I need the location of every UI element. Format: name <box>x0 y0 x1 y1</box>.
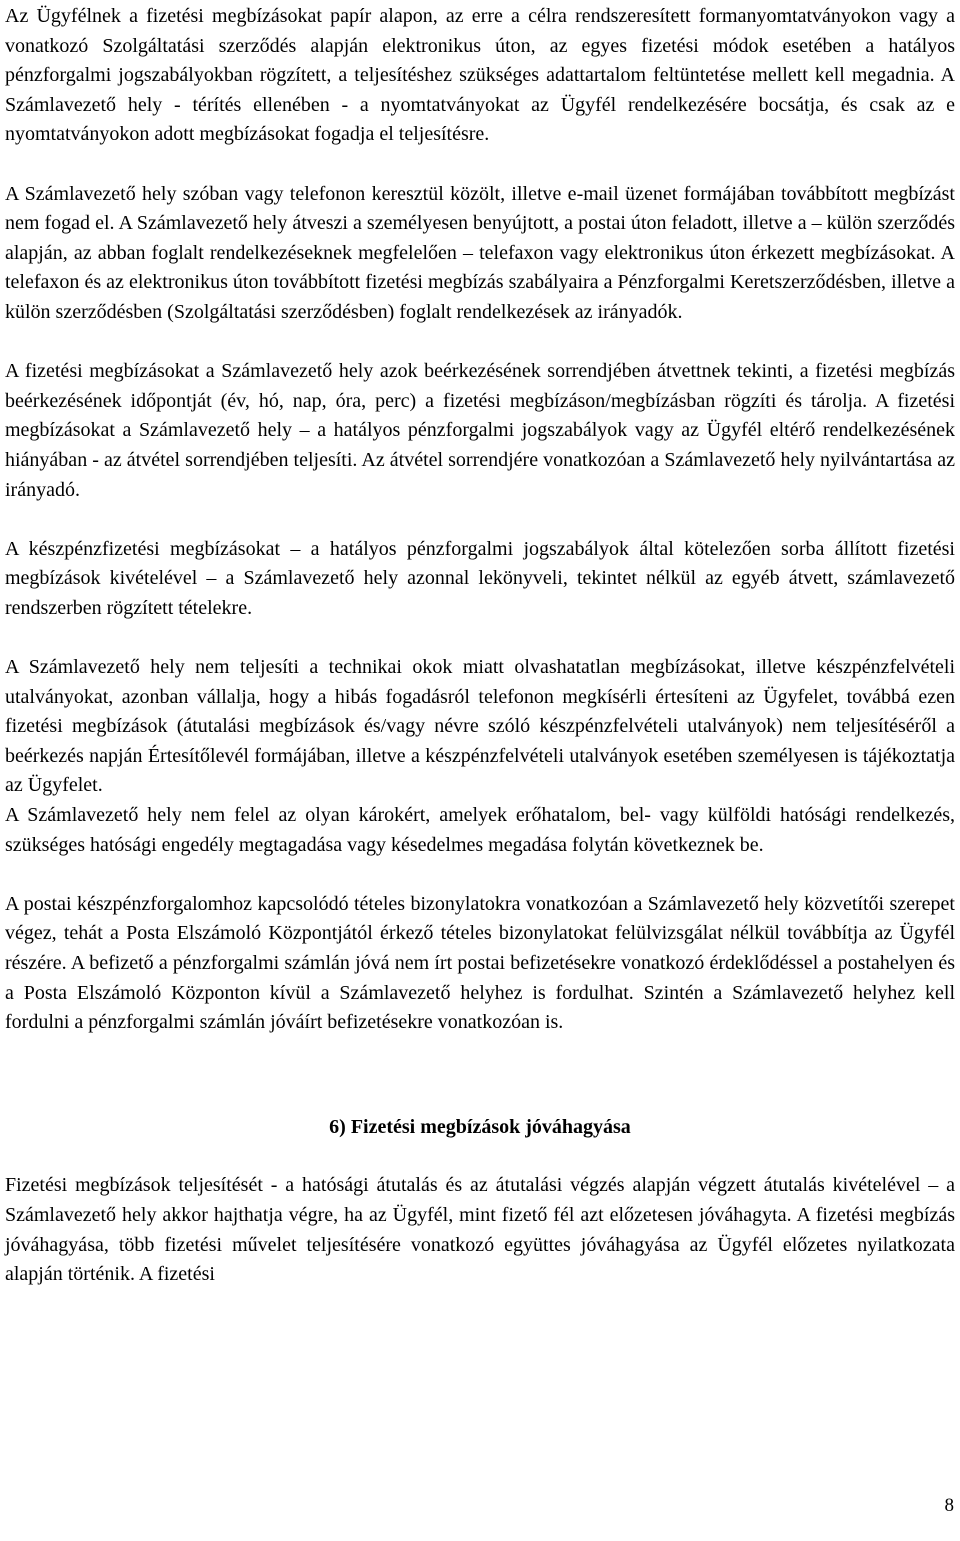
section-heading-wrap <box>5 1113 955 1143</box>
paragraph-oral-orders: A Számlavezető hely szóban vagy telefonon keresztül közölt, illetve e-mail üzenet formájában továbbított megbízást nem fogad el. A Számlavezető hely átveszi a személyesen benyújtott, a postai úton feladott, illetve a – külön szerződés alapján, az abban foglalt rendelkezéseknek megfelelően – telefaxon vagy elektronikus úton érkezett megbízásokat. A telefaxon és az elektronikus úton továbbított fizetési megbízás szabályaira a Pénzforgalmi Keretszerződésben, illetve a külön szerződésben (Szolgáltatási szerződésben) foglalt rendelkezések az irányadók. <box>5 182 955 323</box>
paragraph-illegible-orders: A Számlavezető hely nem teljesíti a technikai okok miatt olvashatatlan megbízásokat, illetve készpénzfelvételi utalványokat, azonban vállalja, hogy a hibás fogadásról telefonon megkísérli értesíteni az Ügyfelet, továbbá ezen fizetési megbízások (átutalási megbízások és/vagy névre szóló készpénzfelvételi utalványok) nem teljesítéséről a beérkezés napján Értesítőlevél formájában, illetve a készpénzfelvételi utalványok esetében személyesen is tájékoztatja az Ügyfelet. <box>5 656 955 797</box>
paragraph-order-sequence: A fizetési megbízásokat a Számlavezető hely azok beérkezésének sorrendjében átvettnek tekinti, a fizetési megbízás beérkezésének időpontját (év, hó, nap, óra, perc) a fizetési megbízáson/megbízásban rögzíti és tárolja. A fizetési megbízásokat a Számlavezető hely – a hatályos pénzforgalmi jogszabályok vagy az Ügyfél eltérő rendelkezésének hiányában - az átvétel sorrendjében teljesíti. Az átvétel sorrendjére vonatkozóan a Számlavezető hely nyilvántartása az irányadó. <box>5 360 955 501</box>
paragraph-postal-cash: A postai készpénzforgalomhoz kapcsolódó tételes bizonylatokra vonatkozóan a Számlavezető hely közvetítői szerepet végez, tehát a Posta Elszámoló Központjától érkező tételes bizonylatokat felülvizsgálat nélkül továbbítja az Ügyfél részére. A befizető a pénzforgalmi számlán jóvá nem írt postai befizetésekre vonatkozó érdeklődéssel a postahelyen és a Posta Elszámoló Központon kívül a Számlavezető helyhez is fordulhat. Szintén a Számlavezető helyhez kell fordulni a pénzforgalmi számlán jóváírt befizetésekre vonatkozóan is. <box>5 892 955 1034</box>
paragraph-cash-payment: A készpénzfizetési megbízásokat – a hatályos pénzforgalmi jogszabályok által kötelezően sorba állított fizetési megbízások kivételével – a Számlavezető hely azonnal lekönyveli, tekintet nélkül az egyéb átvett, számlavezető rendszerben rögzített tételekre. <box>5 537 955 619</box>
section-heading: 6) Fizetési megbízások jóváhagyása <box>329 1115 631 1138</box>
document-page <box>5 2 955 1290</box>
paragraph-liability: A Számlavezető hely nem felel az olyan károkért, amelyek erőhatalom, bel- vagy külföldi hatósági rendelkezés, szükséges hatósági engedély megtagadása vagy késedelmes megadása folytán következnek be. <box>5 804 955 856</box>
paragraph-submission-forms: Az Ügyfélnek a fizetési megbízásokat papír alapon, az erre a célra rendszeresített formanyomtatványokon vagy a vonatkozó Szolgáltatási szerződés alapján elektronikus úton, az egyes fizetési módok esetében a hatályos pénzforgalmi jogszabályokban rögzített, a teljesítéshez szükséges adattartalom feltüntetése mellett kell megadnia. A Számlavezető hely - térítés ellenében - a nyomtatványokat az Ügyfél rendelkezésére bocsátja, és csak az e nyomtatványokon adott megbízásokat fogadja el teljesítésre. <box>5 5 955 146</box>
paragraph-approval: Fizetési megbízások teljesítését - a hatósági átutalás és az átutalási végzés alapján végzett átutalás kivételével – a Számlavezető hely akkor hajthatja végre, ha az Ügyfél, mint fizető fél azt előzetesen jóváhagyta. A fizetési megbízás jóváhagyása, több fizetési művelet teljesítésére vonatkozó együttes jóváhagyása az Ügyfél előzetes nyilatkozata alapján történik. A fizetési <box>5 1174 955 1286</box>
page-number: 8 <box>944 1495 954 1516</box>
